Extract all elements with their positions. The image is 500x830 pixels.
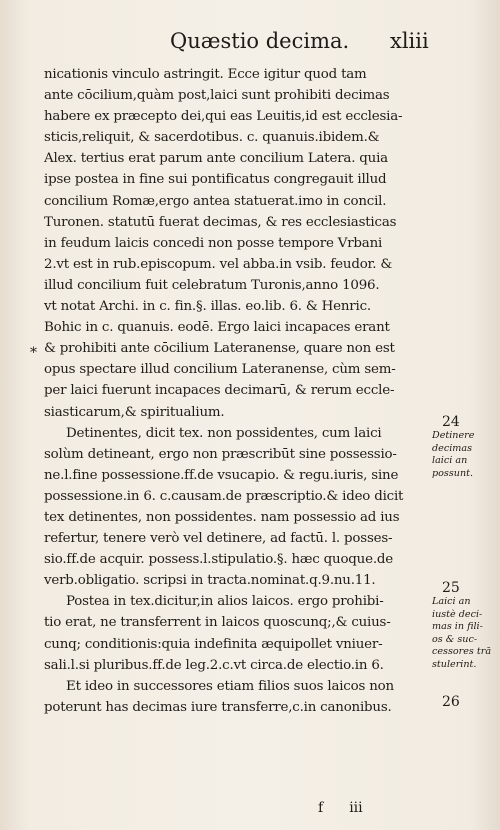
text-line: Turonen. statutū fuerat decimas, & res ecclesiasticas	[44, 214, 397, 230]
running-title: Quæstio decima.	[170, 29, 350, 53]
text-line: illud concilium fuit celebratum Turonis,anno 1096.	[44, 277, 380, 293]
text-line: Alex. tertius erat parum ante concilium Latera. quia	[44, 151, 388, 167]
signature-mark	[318, 800, 398, 816]
text-line: tex detinentes, non possidentes. nam possessio ad ius	[44, 509, 400, 525]
running-header	[170, 28, 470, 54]
text-line: nicationis vinculo astringit. Ecce igitur quod tam	[44, 67, 367, 82]
text-line: Postea in tex.dicitur,in alios laicos. ergo prohibi-	[66, 594, 384, 610]
text-line: sali.l.si pluribus.ff.de leg.2.c.vt circa.de electio.in 6.	[44, 657, 384, 673]
margin-marker: *	[30, 345, 37, 361]
text-line: ipse postea in fine sui pontificatus congregauit illud	[44, 172, 387, 188]
text-line: habere ex præcepto dei,qui eas Leuitis,id est ecclesia-	[44, 109, 403, 125]
margin-note-26	[432, 694, 496, 710]
margin-note-number: 25	[442, 580, 460, 596]
margin-note-line: os & suc-	[432, 633, 478, 645]
text-line: solùm detineant, ergo non præscribūt sine possessio-	[44, 446, 397, 462]
text-line: vt notat Archi. in c. fin.§. illas. eo.lib. 6. & Henric.	[44, 299, 371, 315]
text-line: tio erat, ne transferrent in laicos quoscunq;,& cuius-	[44, 615, 391, 631]
text-line: ne.l.fine possessione.ff.de vsucapio. & regu.iuris, sine	[44, 467, 399, 483]
margin-note-number: 24	[442, 414, 460, 430]
text-line: opus spectare illud concilium Lateranense, cùm sem-	[44, 362, 396, 378]
main-text-block	[44, 64, 429, 718]
signature-letter: f	[318, 800, 324, 816]
text-line: per laici fuerunt incapaces decimarū, & rerum eccle-	[44, 383, 395, 399]
text-line: & prohibiti ante cōcilium Lateranense, quare non est	[44, 341, 395, 357]
folio-number: xliii	[390, 29, 429, 53]
margin-note-line: mas in fili-	[432, 621, 483, 632]
margin-note-line: possunt.	[432, 467, 474, 479]
margin-note-line: laici an	[432, 455, 468, 466]
margin-note-line: stulerint.	[432, 658, 477, 670]
margin-note-24	[432, 414, 496, 480]
margin-note-line: decimas	[432, 442, 473, 454]
text-line: concilium Romæ,ergo antea statuerat.imo in concil.	[44, 193, 387, 209]
text-line: possessione.in 6. c.causam.de præscriptio.& ideo dicit	[44, 488, 404, 504]
text-line: verb.obligatio. scripsi in tracta.nominat.q.9.nu.11.	[44, 573, 376, 589]
text-line: sio.ff.de acquir. possess.l.stipulatio.§. hæc quoque.de	[44, 552, 393, 568]
margin-note-number: 26	[442, 694, 460, 710]
text-line: 2.vt est in rub.episcopum. vel abba.in vsib. feudor. &	[44, 256, 393, 272]
text-line: Bohic in c. quanuis. eodē. Ergo laici incapaces erant	[44, 320, 390, 336]
text-line: siasticarum,& spiritualium.	[44, 404, 225, 420]
text-line: sticis,reliquit, & sacerdotibus. c. quanuis.ibidem.&	[44, 130, 380, 146]
text-line: ante cōcilium,quàm post,laici sunt prohibiti decimas	[44, 88, 390, 104]
text-line: refertur, tenere verò vel detinere, ad factū. l. posses-	[44, 531, 393, 547]
margin-note-line: Detinere	[432, 430, 475, 441]
margin-note-25	[432, 580, 496, 671]
text-line: Et ideo in successores etiam filios suos laicos non	[66, 678, 394, 694]
text-line: Detinentes, dicit tex. non possidentes, cum laici	[66, 425, 382, 441]
text-line: in feudum laicis concedi non posse tempore Vrbani	[44, 235, 383, 251]
margin-note-line: Laici an	[432, 596, 471, 607]
margin-note-line: cessores trā	[432, 646, 492, 657]
text-line: poterunt has decimas iure transferre,c.in canonibus.	[44, 699, 392, 715]
margin-note-line: iustè deci-	[432, 608, 483, 620]
signature-number: iii	[349, 800, 363, 816]
text-line: cunq; conditionis:quia indefinita æquipollet vniuer-	[44, 636, 383, 652]
